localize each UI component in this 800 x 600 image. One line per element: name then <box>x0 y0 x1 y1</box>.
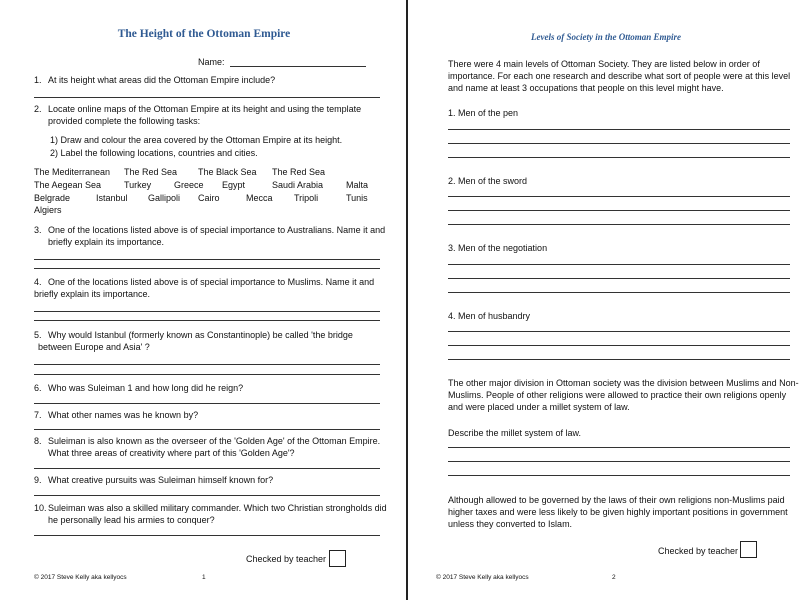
answer-line[interactable] <box>34 97 380 98</box>
question-text: One of the locations listed above is of special importance to Muslims. Name it and <box>48 277 375 287</box>
division-text: Muslims. People of other religions were allowed to practice their own religions openly <box>448 390 787 400</box>
worksheet-page-2 <box>412 0 800 600</box>
answer-line[interactable] <box>34 259 380 260</box>
location-label: Greece <box>174 180 204 190</box>
question-text: briefly explain its importance. <box>34 289 151 299</box>
name-label: Name: <box>198 57 225 67</box>
question-text: What creative pursuits was Suleiman himself known for? <box>48 475 274 485</box>
question-number: 9. <box>34 475 42 485</box>
page-number: 1 <box>202 574 206 581</box>
answer-line[interactable] <box>448 278 790 279</box>
question-text: he personally lead his armies to conquer? <box>48 515 215 525</box>
answer-line[interactable] <box>448 264 790 265</box>
location-label: Gallipoli <box>148 193 181 203</box>
answer-line[interactable] <box>34 364 380 365</box>
question-text: Suleiman is also known as the overseer of the 'Golden Age' of the Ottoman Empire. <box>48 436 381 446</box>
location-label: Istanbul <box>96 193 128 203</box>
division-text: and were placed under a millet system of law. <box>448 402 630 412</box>
question-text: One of the locations listed above is of special importance to Australians. Name it and <box>48 225 386 235</box>
question-number: 6. <box>34 383 42 393</box>
question-text: briefly explain its importance. <box>48 237 165 247</box>
answer-line[interactable] <box>34 268 380 269</box>
location-label: Turkey <box>124 180 152 190</box>
location-label: Algiers <box>34 205 62 215</box>
question-text: between Europe and Asia' ? <box>38 342 150 352</box>
location-label: The Red Sea <box>272 167 326 177</box>
location-label: The Aegean Sea <box>34 180 102 190</box>
intro-text: importance. For each one research and describe what sort of people were at this level <box>448 71 791 81</box>
society-level: 1. Men of the pen <box>448 108 519 118</box>
question-number: 1. <box>34 75 42 85</box>
question-number: 5. <box>34 330 42 340</box>
division-text: The other major division in Ottoman society was the division between Muslims and Non- <box>448 378 799 388</box>
answer-line[interactable] <box>34 311 380 312</box>
location-label: Tunis <box>346 193 368 203</box>
question-number: 2. <box>34 104 42 114</box>
location-label: Belgrade <box>34 193 71 203</box>
question-text: Suleiman was also a skilled military commander. Which two Christian strongholds did <box>48 503 387 513</box>
checked-by-teacher-label: Checked by teacher <box>658 546 739 556</box>
task-item: 2) Label the following locations, countries and cities. <box>50 148 258 158</box>
society-level: 4. Men of husbandry <box>448 311 531 321</box>
answer-line[interactable] <box>34 320 380 321</box>
question-text: At its height what areas did the Ottoman Empire include? <box>48 75 276 85</box>
page-divider <box>406 0 408 600</box>
location-label: The Black Sea <box>198 167 257 177</box>
question-number: 7. <box>34 410 42 420</box>
location-label: Saudi Arabia <box>272 180 324 190</box>
page-title: Levels of Society in the Ottoman Empire <box>531 32 681 42</box>
answer-line[interactable] <box>448 224 790 225</box>
question-number: 8. <box>34 436 42 446</box>
society-level: 2. Men of the sword <box>448 176 528 186</box>
question-text: Why would Istanbul (formerly known as Constantinople) be called 'the bridge <box>48 330 353 340</box>
intro-text: There were 4 main levels of Ottoman Society. They are listed below in order of <box>448 59 760 69</box>
answer-line[interactable] <box>448 461 790 462</box>
question-text: What three areas of creativity where part of this 'Golden Age'? <box>48 448 295 458</box>
question-number: 3. <box>34 225 42 235</box>
task-item: 1) Draw and colour the area covered by the Ottoman Empire at its height. <box>50 135 343 145</box>
answer-line[interactable] <box>448 447 790 448</box>
closing-text: unless they converted to Islam. <box>448 519 573 529</box>
intro-text: and name at least 3 occupations that people on this level might have. <box>448 83 724 93</box>
question-number: 10. <box>34 503 47 513</box>
question-text: provided complete the following tasks: <box>48 116 201 126</box>
answer-line[interactable] <box>448 331 790 332</box>
question-text: Locate online maps of the Ottoman Empire at its height and using the template <box>48 104 362 114</box>
name-field[interactable] <box>230 66 366 67</box>
answer-line[interactable] <box>448 210 790 211</box>
location-label: Tripoli <box>294 193 319 203</box>
answer-line[interactable] <box>448 196 790 197</box>
answer-line[interactable] <box>448 292 790 293</box>
answer-line[interactable] <box>34 403 380 404</box>
page-number: 2 <box>612 574 616 581</box>
society-level: 3. Men of the negotiation <box>448 243 548 253</box>
millet-prompt: Describe the millet system of law. <box>448 428 582 438</box>
location-label: The Mediterranean <box>34 167 111 177</box>
answer-line[interactable] <box>448 143 790 144</box>
location-label: Egypt <box>222 180 246 190</box>
answer-line[interactable] <box>448 359 790 360</box>
footer-copyright: © 2017 Steve Kelly aka kellyocs <box>34 574 127 581</box>
location-label: The Red Sea <box>124 167 178 177</box>
question-number: 4. <box>34 277 42 287</box>
answer-line[interactable] <box>448 475 790 476</box>
answer-line[interactable] <box>448 129 790 130</box>
teacher-checkbox[interactable] <box>329 550 346 567</box>
answer-line[interactable] <box>448 157 790 158</box>
footer-copyright: © 2017 Steve Kelly aka kellyocs <box>436 574 529 581</box>
closing-text: higher taxes and were less likely to be given highly important positions in government <box>448 507 788 517</box>
answer-line[interactable] <box>34 429 380 430</box>
checked-by-teacher-label: Checked by teacher <box>246 554 327 564</box>
answer-line[interactable] <box>34 468 380 469</box>
teacher-checkbox[interactable] <box>740 541 757 558</box>
question-text: Who was Suleiman 1 and how long did he reign? <box>48 383 244 393</box>
answer-line[interactable] <box>34 374 380 375</box>
location-label: Cairo <box>198 193 220 203</box>
closing-text: Although allowed to be governed by the laws of their own religions non-Muslims paid <box>448 495 785 505</box>
location-label: Mecca <box>246 193 273 203</box>
answer-line[interactable] <box>34 535 380 536</box>
question-text: What other names was he known by? <box>48 410 199 420</box>
answer-line[interactable] <box>34 495 380 496</box>
location-label: Malta <box>346 180 369 190</box>
page-title: The Height of the Ottoman Empire <box>117 28 291 40</box>
answer-line[interactable] <box>448 345 790 346</box>
